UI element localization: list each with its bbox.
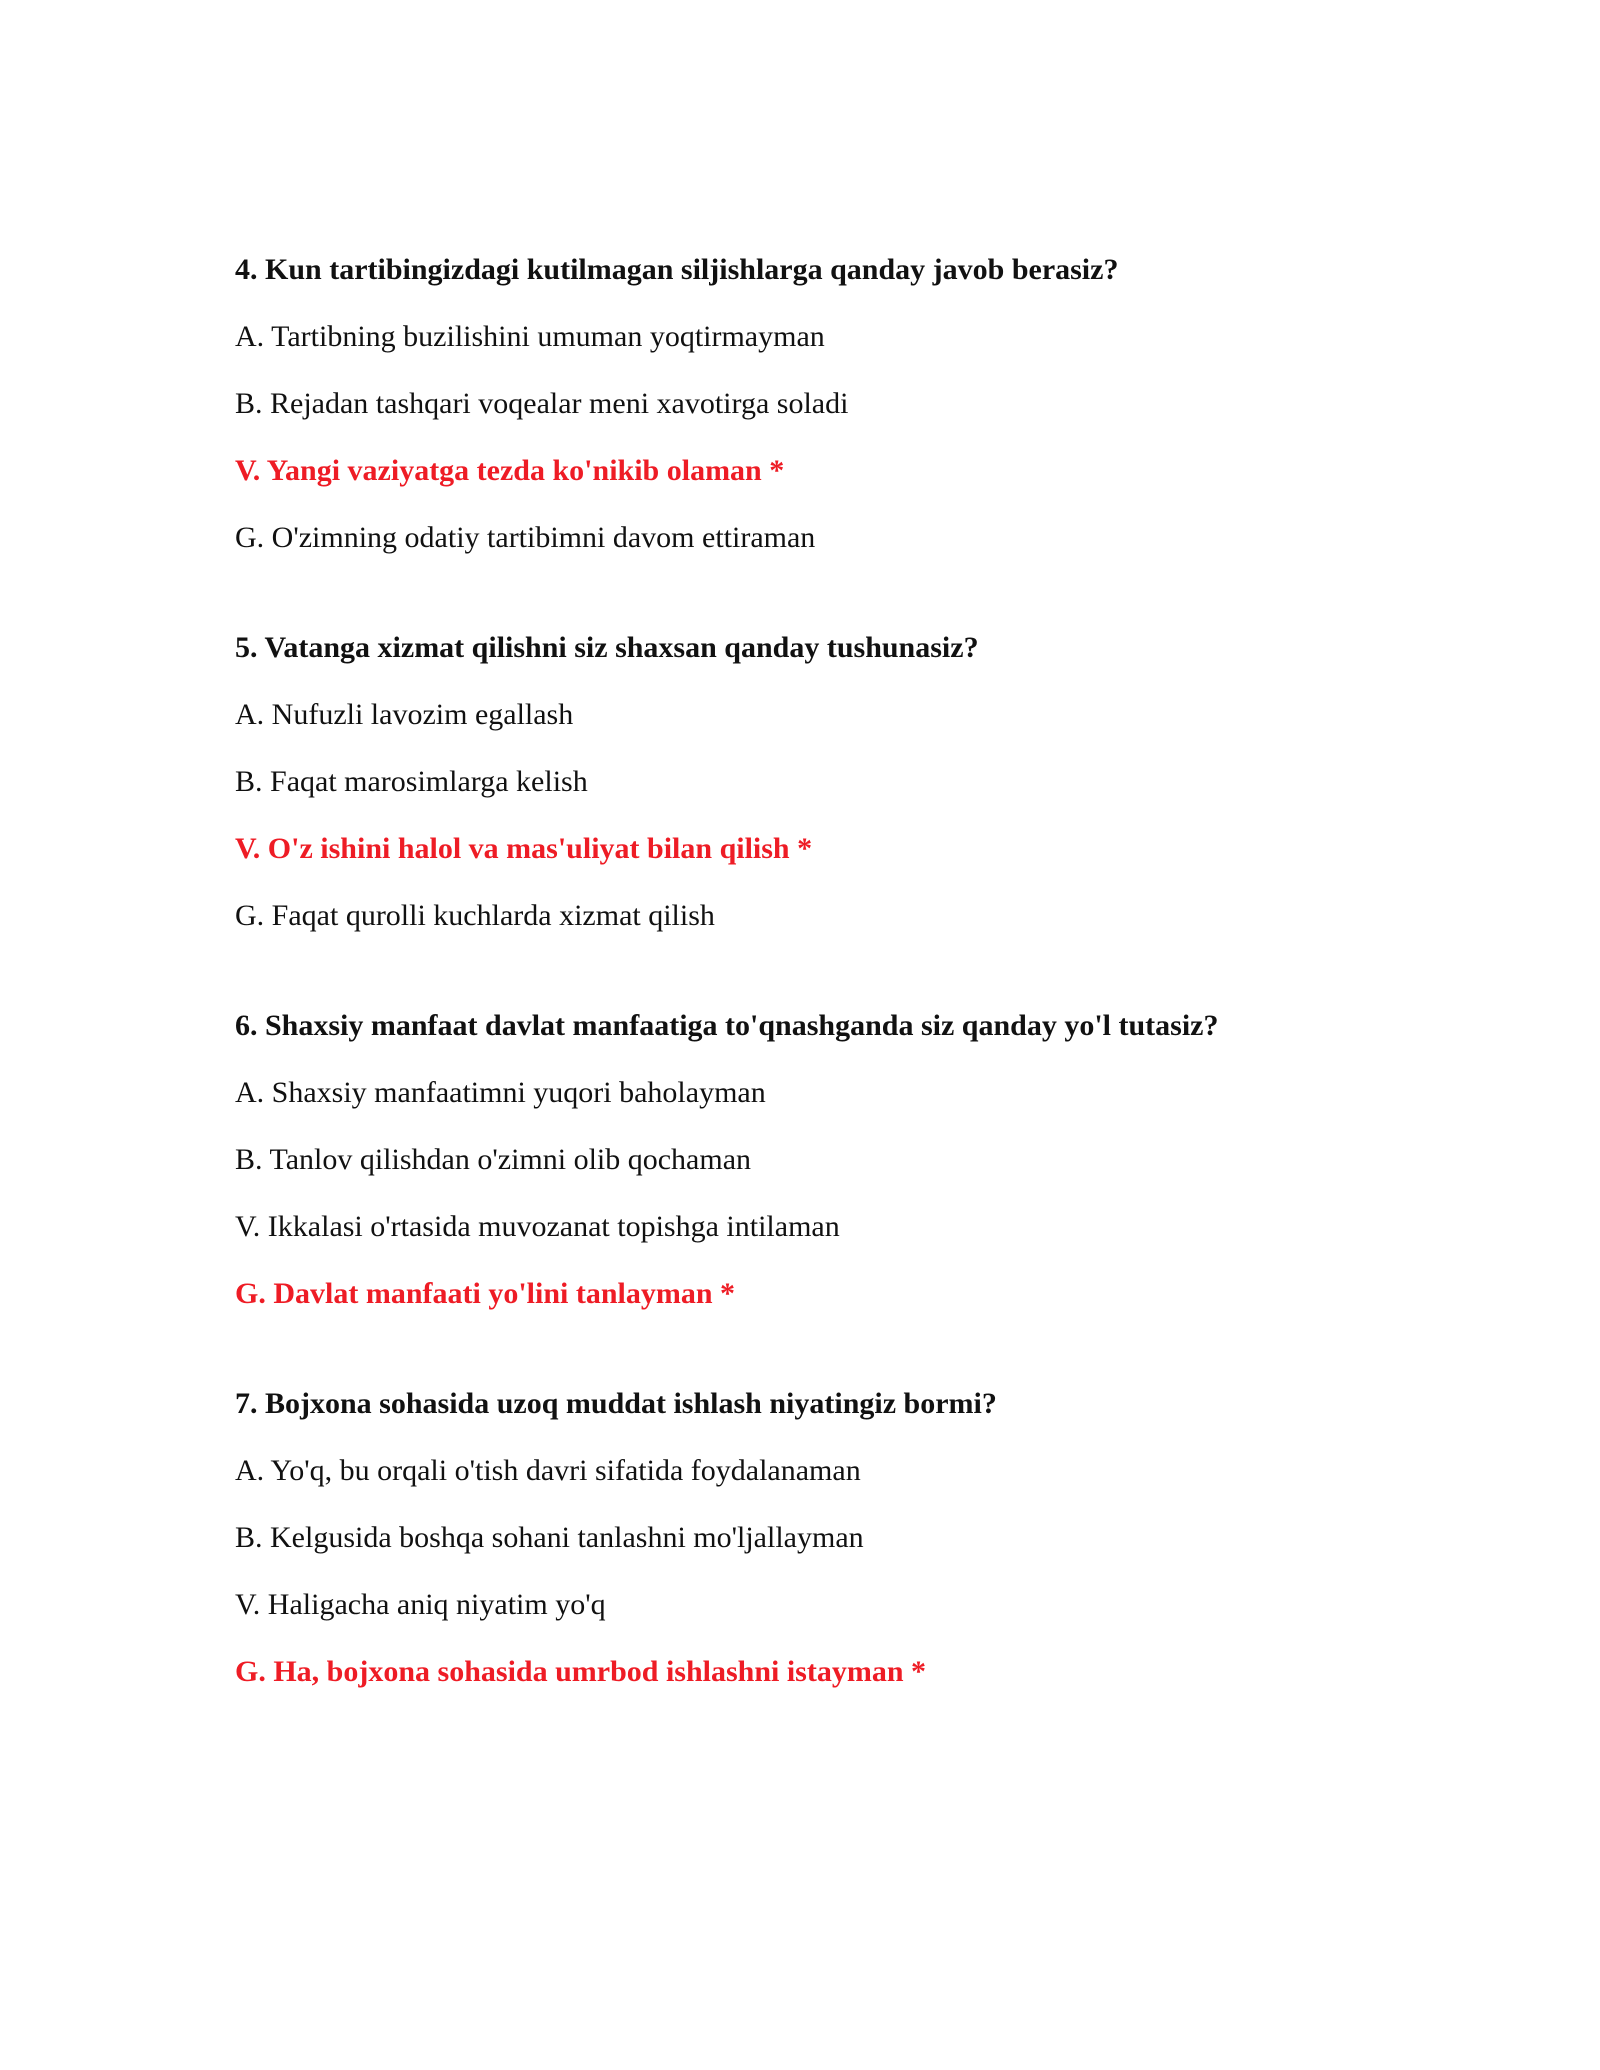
answer-option-v-correct: V. Yangi vaziyatga tezda ko'nikib olaman * (235, 454, 785, 487)
answer-option-g-correct: G. Davlat manfaati yo'lini tanlayman * (235, 1277, 736, 1310)
question-text: 4. Kun tartibingizdagi kutilmagan siljishlarga qanday javob berasiz? (235, 253, 1119, 286)
question-text: 6. Shaxsiy manfaat davlat manfaatiga to'qnashganda siz qanday yo'l tutasiz? (235, 1009, 1219, 1042)
answer-option-v-correct: V. O'z ishini halol va mas'uliyat bilan qilish * (235, 832, 813, 865)
document-page (235, 250, 1435, 1762)
answer-option-b: B. Faqat marosimlarga kelish (235, 765, 588, 798)
answer-option-g: G. O'zimning odatiy tartibimni davom ettiraman (235, 521, 816, 554)
answer-option-b: B. Tanlov qilishdan o'zimni olib qochaman (235, 1143, 752, 1176)
question-block-7 (235, 1384, 1435, 1692)
answer-option-a: A. Nufuzli lavozim egallash (235, 698, 574, 731)
answer-option-a: A. Yo'q, bu orqali o'tish davri sifatida foydalanaman (235, 1454, 861, 1487)
question-block-5 (235, 628, 1435, 936)
answer-option-b: B. Rejadan tashqari voqealar meni xavotirga soladi (235, 387, 849, 420)
answer-option-g-correct: G. Ha, bojxona sohasida umrbod ishlashni istayman * (235, 1655, 927, 1688)
answer-option-v: V. Ikkalasi o'rtasida muvozanat topishga intilaman (235, 1210, 840, 1243)
question-text: 5. Vatanga xizmat qilishni siz shaxsan qanday tushunasiz? (235, 631, 979, 664)
answer-option-b: B. Kelgusida boshqa sohani tanlashni mo'ljallayman (235, 1521, 864, 1554)
question-block-6 (235, 1006, 1435, 1314)
question-text: 7. Bojxona sohasida uzoq muddat ishlash niyatingiz bormi? (235, 1387, 997, 1420)
answer-option-v: V. Haligacha aniq niyatim yo'q (235, 1588, 606, 1621)
answer-option-a: A. Tartibning buzilishini umuman yoqtirmayman (235, 320, 825, 353)
question-block-4 (235, 250, 1435, 558)
answer-option-a: A. Shaxsiy manfaatimni yuqori baholayman (235, 1076, 766, 1109)
answer-option-g: G. Faqat qurolli kuchlarda xizmat qilish (235, 899, 715, 932)
